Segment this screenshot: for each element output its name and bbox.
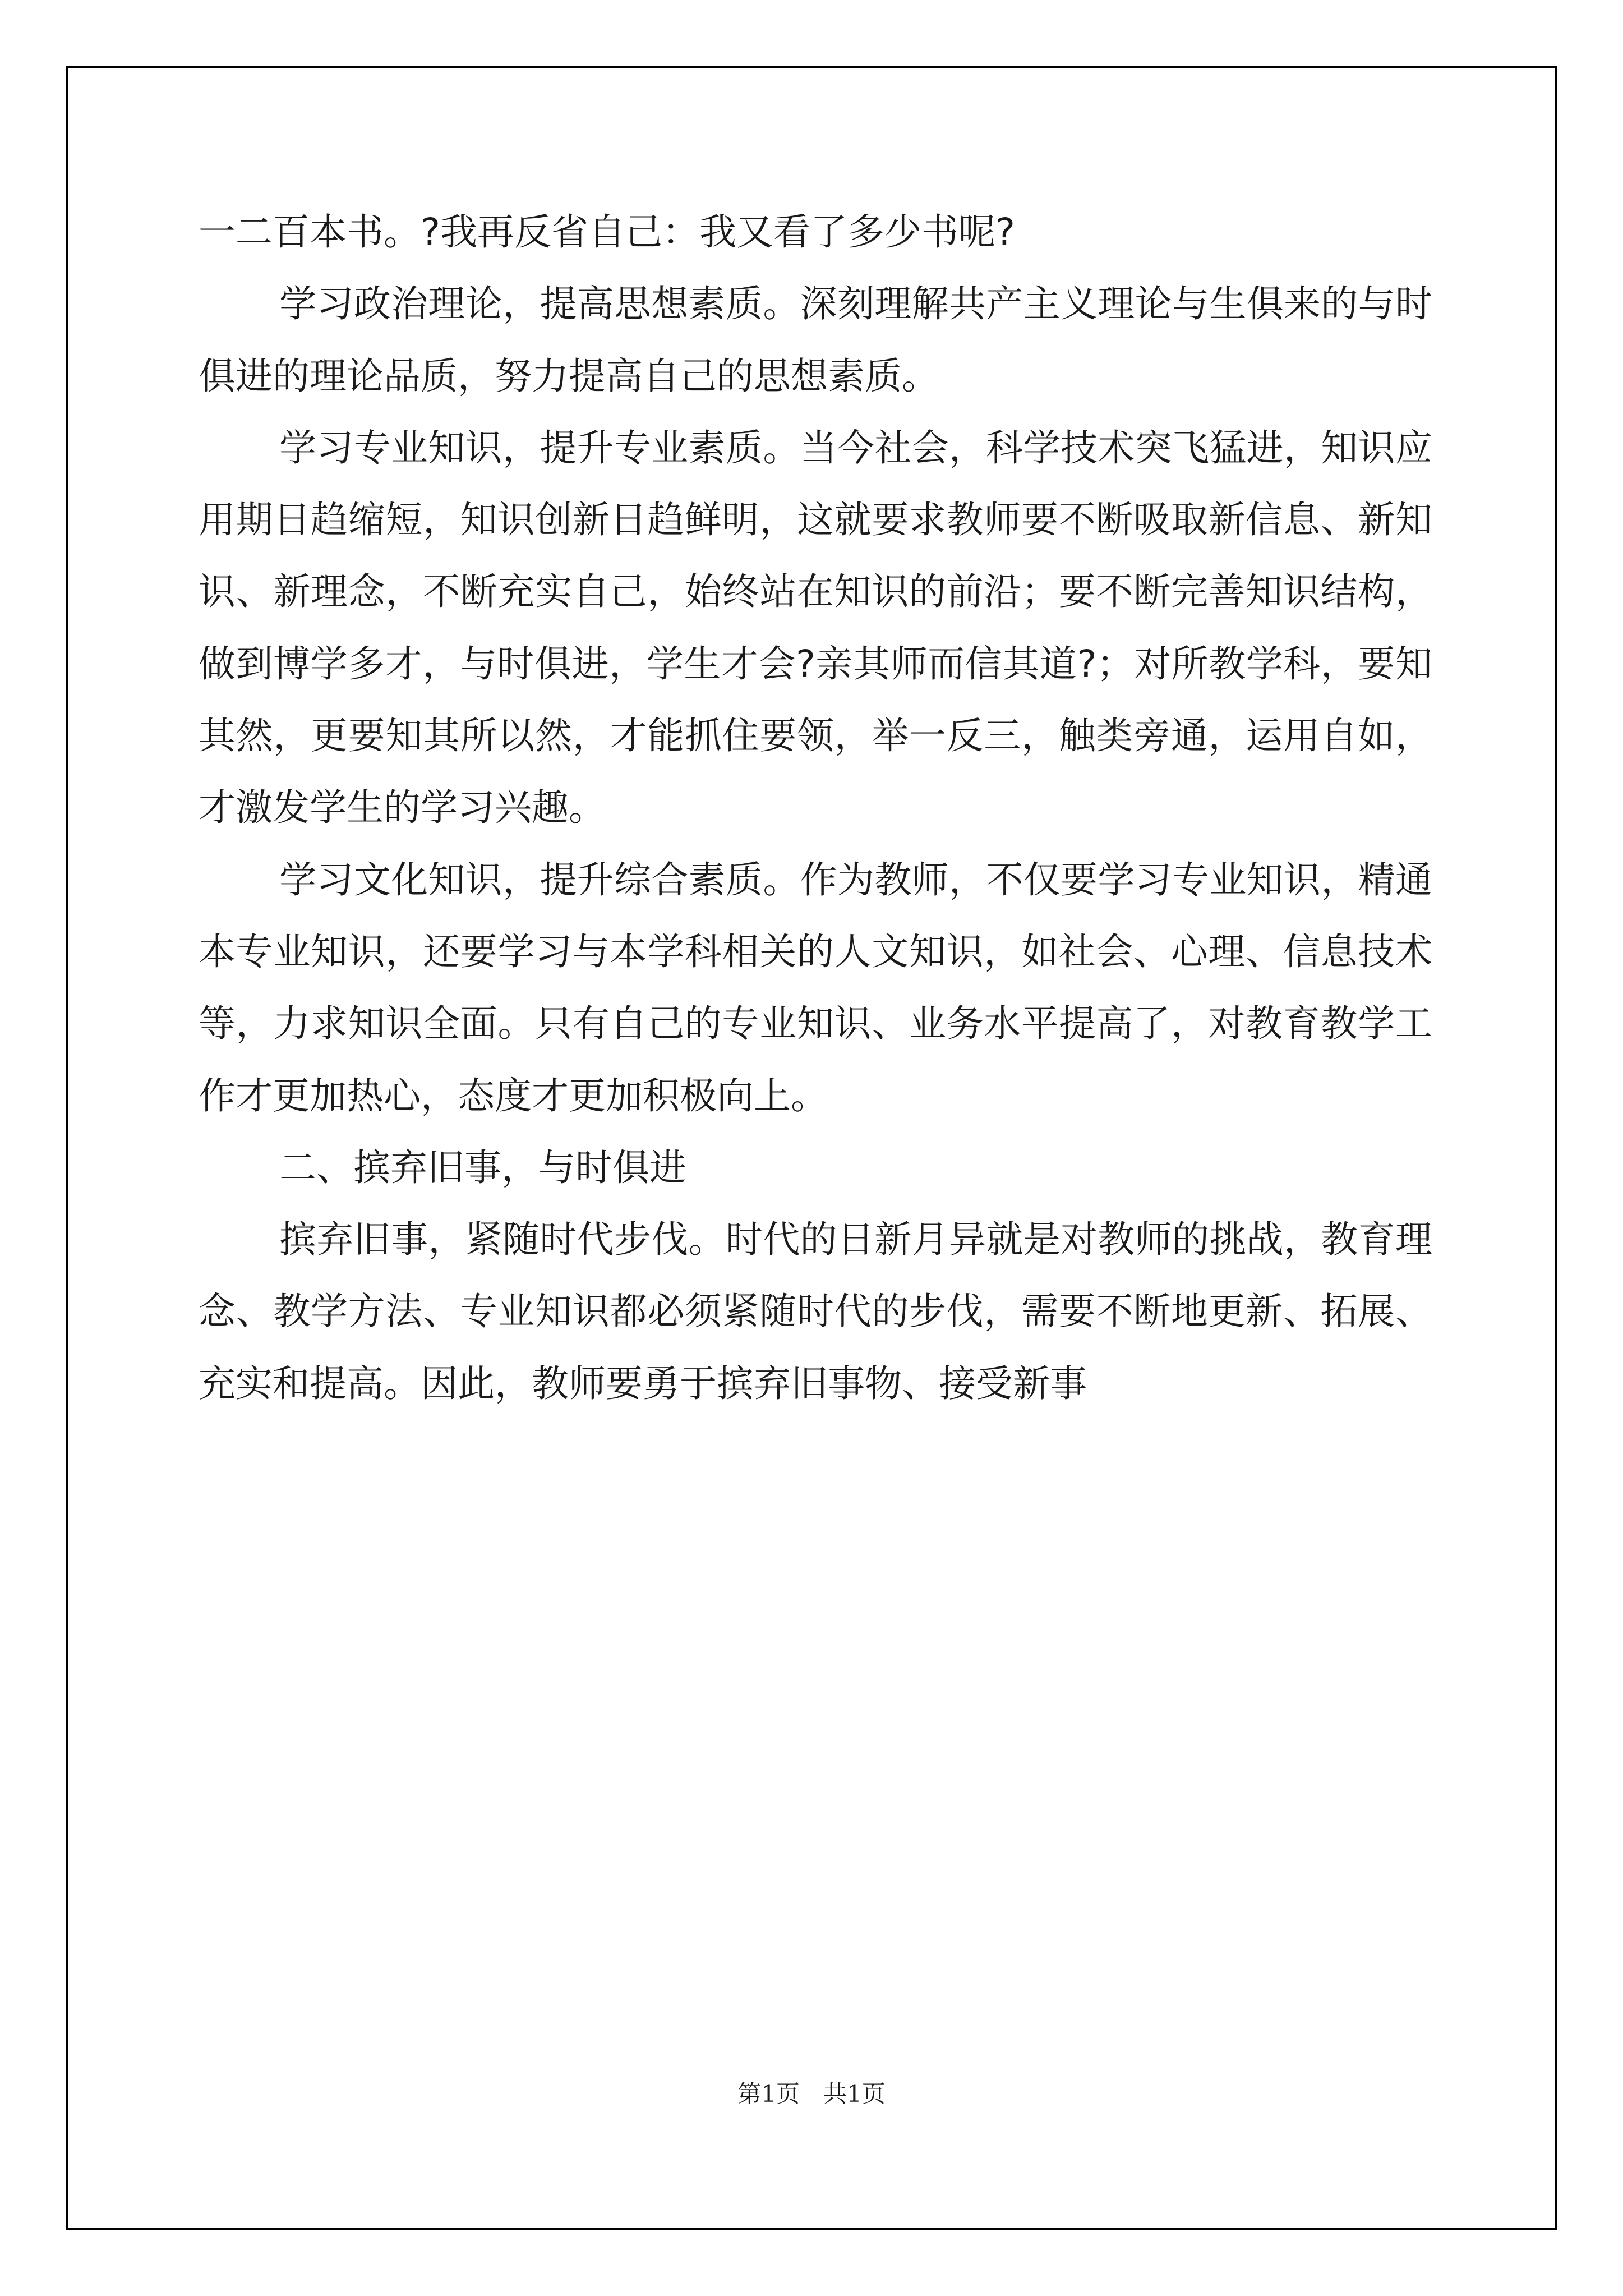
page-number-footer: 第1页 共1页: [737, 2080, 886, 2108]
paragraph-professional-knowledge: 学习专业知识，提升专业素质。当今社会，科学技术突飞猛进，知识应用期日趋缩短，知识创新日趋鲜明，这就要求教师要不断吸取新信息、新知识、新理念，不断充实自己，始终站在知识的前沿；要不断完善知识结构，做到博学多才，与时俱进，学生才会?亲其师而信其道?；对所教学科，要知其然，更要知其所以然，才能抓住要领，举一反三，触类旁通，运用自如，才激发学生的学习兴趣。: [199, 426, 1432, 830]
document-body: [199, 196, 1432, 1420]
paragraph-cultural-knowledge: 学习文化知识，提升综合素质。作为教师，不仅要学习专业知识，精通本专业知识，还要学习与本学科相关的人文知识，如社会、心理、信息技术等，力求知识全面。只有自己的专业知识、业务水平提高了，对教育教学工作才更加热心，态度才更加积极向上。: [199, 858, 1432, 1117]
paragraph-political-theory: 学习政治理论，提高思想素质。深刻理解共产主义理论与生俱来的与时俱进的理论品质，努力提高自己的思想素质。: [199, 282, 1432, 398]
paragraph-discard-old: 摈弃旧事，紧随时代步伐。时代的日新月异就是对教师的挑战，教育理念、教学方法、专业知识都必须紧随时代的步伐，需要不断地更新、拓展、充实和提高。因此，教师要勇于摈弃旧事物、接受新事: [199, 1218, 1432, 1405]
section-heading: 二、摈弃旧事，与时俱进: [279, 1145, 686, 1189]
paragraph-continuation: 一二百本书。?我再反省自己：我又看了多少书呢?: [199, 210, 1016, 254]
